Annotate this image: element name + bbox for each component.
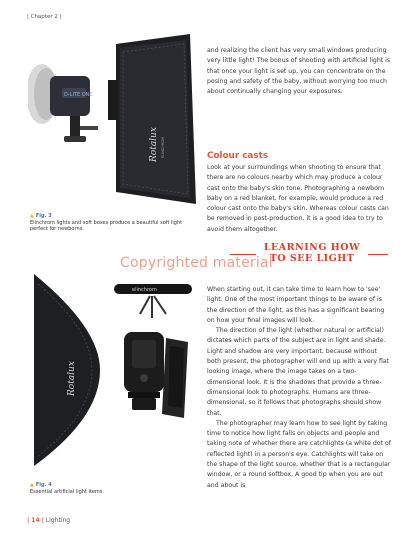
figure-3-photo bbox=[28, 32, 198, 210]
learning-body bbox=[207, 285, 391, 491]
intro-paragraph: and realizing the client has very small windows producing very little light! The bonus of shooting with artificial light is that once your light is set up, you can concentrate on the posing and safety of the baby, without worrying too much about continually changing your exposures. bbox=[207, 47, 391, 96]
triangle-marker-icon: ▲ bbox=[30, 213, 34, 219]
colour-casts-paragraph: Look at your surroundings when shooting to ensure that there are no colours nearby which may produce a colour cast onto the baby's skin tone. Photographing a newborn baby on a red blanket, for example, would produce a red colour cast onto the baby's skin. Whereas colour casts can be removed in post-production, it is a good idea to try to avoid them altogether. bbox=[207, 164, 389, 233]
figure-4-photo bbox=[28, 268, 198, 468]
learning-paragraph-3: The photographer may learn how to see light by taking time to notice how light falls on objects and people and taking note of whether there are catchlights (a white dot of reflected light) in a person's eye. Catchlights will take on the shape of the light source, whether that is a rectangular window, or a round softbox. A good tip when you are out and about is bbox=[207, 419, 391, 489]
svg-text:D-LITE ONE: D-LITE ONE bbox=[64, 92, 93, 98]
chapter-tag: | Chapter 2 | bbox=[27, 14, 62, 20]
artificial-light-items-illustration bbox=[28, 268, 198, 468]
figure-4-label: ▲ Fig. 4 bbox=[30, 482, 52, 488]
triangle-marker-icon: ▲ bbox=[30, 482, 34, 488]
footer-section: Lighting bbox=[45, 517, 71, 524]
learning-paragraph-2: The direction of the light (whether natural or artificial) dictates which parts of the subject are in light and shade. Light and shadow are very important, because without both present, the photographer will end up with a very flat looking image, where the image takes on a two-dimensional look. It is the shadows that provide a three-dimensional look to photographs. Humans are three-dimensional, so it follows that photographs should show that. bbox=[207, 327, 390, 417]
copyright-watermark: Copyrighted material bbox=[120, 255, 273, 271]
svg-text:elinchrom: elinchrom bbox=[132, 287, 157, 293]
strobe-softbox-illustration bbox=[28, 32, 198, 210]
figure-4-caption bbox=[30, 482, 198, 495]
page-number: | 14 | bbox=[27, 517, 44, 524]
svg-text:Rotalux: Rotalux bbox=[67, 361, 77, 396]
figure-4-caption-text: Essential artificial light items. bbox=[30, 488, 104, 495]
figure-3-caption-text: Elinchrom lights and soft boxes produce a beautiful soft light perfect for newborns. bbox=[30, 219, 183, 233]
figure-3-label: ▲ Fig. 3 bbox=[30, 213, 52, 219]
learning-paragraph-1: When starting out, it can take time to learn how to 'see' light. One of the most important things to be aware of is the direction of the light, as this has a significant bearing on how your final images will look. bbox=[207, 286, 385, 324]
svg-text:ELINCHROM: ELINCHROM bbox=[161, 136, 165, 158]
colour-casts-heading: Colour casts bbox=[207, 151, 269, 161]
page-footer bbox=[27, 517, 70, 524]
title-rule-right bbox=[368, 254, 388, 255]
section-title: LEARNING HOW TO SEE LIGHT bbox=[263, 242, 361, 264]
figure-3-caption bbox=[30, 213, 198, 233]
svg-text:Rotalux: Rotalux bbox=[149, 127, 159, 162]
